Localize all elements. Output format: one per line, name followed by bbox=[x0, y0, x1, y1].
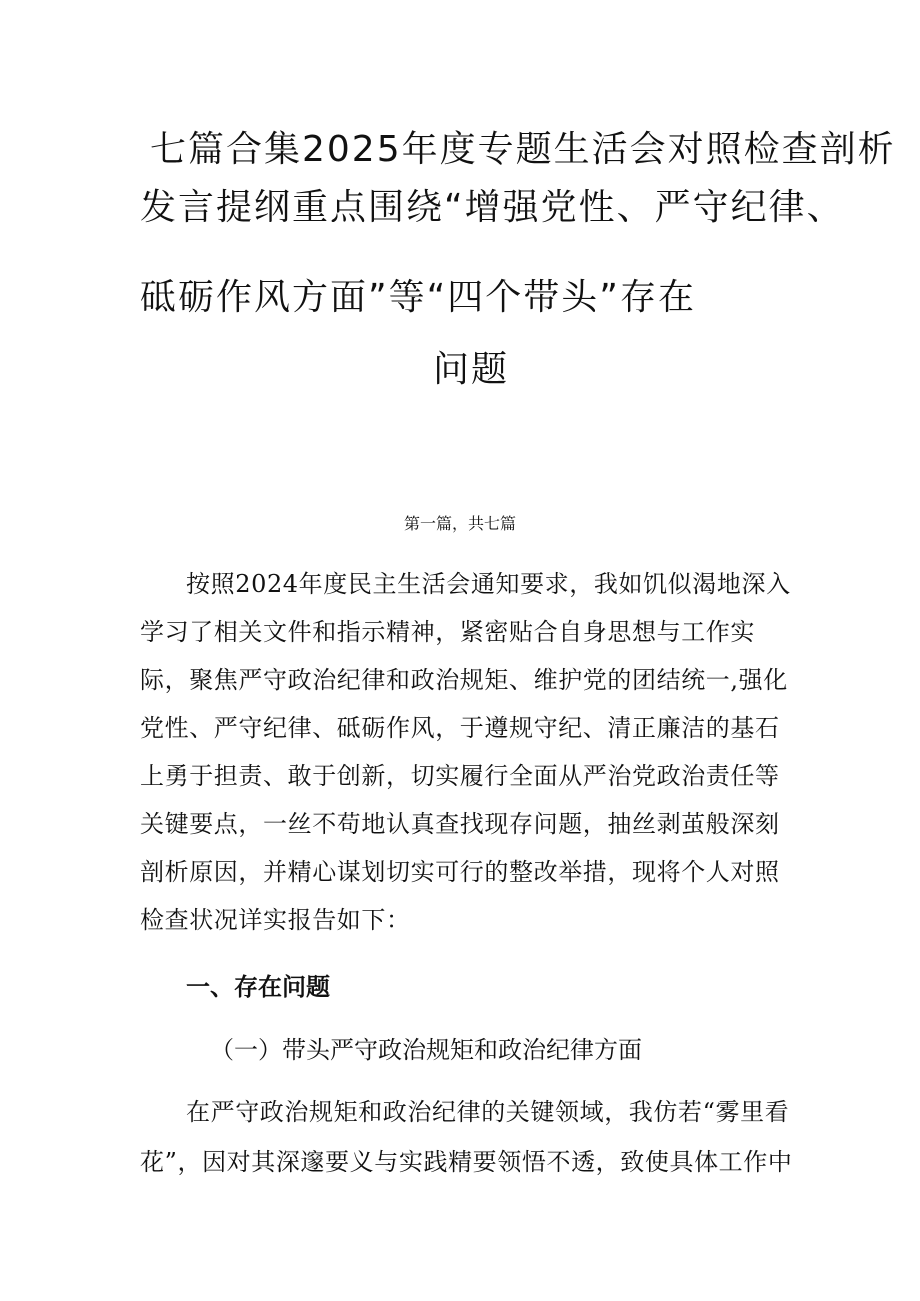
title-line-3: 砥砺作风方面”等“四个带头”存在 bbox=[140, 277, 696, 318]
intro-line-2: 学习了相关文件和指示精神，紧密贴合自身思想与工作实 bbox=[140, 618, 755, 646]
title-line-2: 发言提纲重点围绕“增强党性、严守纪律、 bbox=[140, 187, 845, 228]
intro-line-1: 按照2024年度民主生活会通知要求，我如饥似渴地深入 bbox=[186, 570, 791, 598]
intro-line-6: 关键要点，一丝不苟地认真查找现存问题，抽丝剥茧般深刻 bbox=[140, 810, 780, 838]
sub-heading: （一）带头严守政治规矩和政治纪律方面 bbox=[210, 1036, 642, 1064]
title-line-4: 问题 bbox=[433, 349, 510, 390]
subtitle: 第一篇，共七篇 bbox=[403, 514, 516, 533]
intro-line-4: 党性、严守纪律、砥砺作风，于遵规守纪、清正廉洁的基石 bbox=[140, 714, 780, 742]
title-line-1: 七篇合集2025年度专题生活会对照检查剖析 bbox=[150, 129, 896, 170]
intro-line-3: 际，聚焦严守政治纪律和政治规矩、维护党的团结统一,强化 bbox=[140, 666, 788, 694]
intro-line-8: 检查状况详实报告如下： bbox=[140, 906, 411, 934]
paragraph-line-2: 花”，因对其深邃要义与实践精要领悟不透，致使具体工作中 bbox=[140, 1148, 793, 1176]
intro-line-7: 剖析原因，并精心谋划切实可行的整改举措，现将个人对照 bbox=[140, 858, 780, 886]
intro-line-5: 上勇于担责、敢于创新，切实履行全面从严治党政治责任等 bbox=[140, 762, 780, 790]
paragraph-line-1: 在严守政治规矩和政治纪律的关键领域，我仿若“雾里看 bbox=[186, 1098, 790, 1126]
section-heading: 一、存在问题 bbox=[186, 973, 330, 1001]
